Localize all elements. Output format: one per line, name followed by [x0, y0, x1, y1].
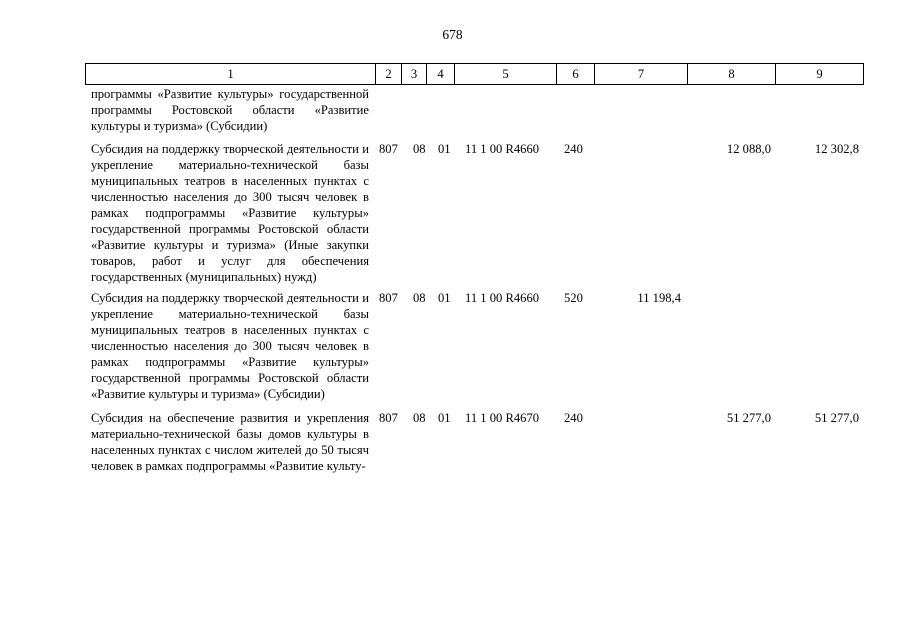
row-code-expense: 240 [564, 142, 583, 156]
row-code-target: 11 1 00 R4660 [465, 291, 540, 305]
header-col-2: 2 [375, 64, 401, 84]
row-code-section: 08 [413, 411, 426, 425]
header-col-1: 1 [85, 64, 375, 84]
row-code-section: 08 [413, 142, 426, 156]
row-code-section: 08 [413, 291, 426, 305]
table-body [85, 86, 865, 474]
table-header [85, 63, 864, 85]
table-row [85, 86, 865, 134]
row-code-admin: 807 [379, 411, 398, 425]
row-description: Субсидия на поддержку творческой деятельности и укрепление материально-технической базы муниципальных театров в населенных пунктах с численностью населения до 300 тысяч человек в рамках подпрограммы «Развитие культуры» государственной программы Ростовской области «Развитие культуры и туризма» (Субсидии) [91, 291, 369, 401]
row-code-expense: 240 [564, 411, 583, 425]
row-code-subsection: 01 [438, 411, 451, 425]
row-code-admin: 807 [379, 142, 398, 156]
row-code-subsection: 01 [438, 142, 451, 156]
table-row [85, 141, 865, 285]
row-amount-col8: 51 277,0 [726, 411, 771, 425]
row-amount-col9: 51 277,0 [814, 411, 859, 425]
row-code-subsection: 01 [438, 291, 451, 305]
row-code-admin: 807 [379, 291, 398, 305]
header-col-4: 4 [426, 64, 454, 84]
header-col-7: 7 [594, 64, 687, 84]
row-code-target: 11 1 00 R4670 [465, 411, 540, 425]
page-number: 678 [442, 27, 463, 42]
header-col-8: 8 [687, 64, 775, 84]
row-amount-col8: 12 088,0 [726, 142, 771, 156]
header-col-3: 3 [401, 64, 426, 84]
header-col-9: 9 [775, 64, 864, 84]
table-row [85, 410, 865, 474]
row-description: Субсидия на обеспечение развития и укрепления материально-технической базы домов культуры в населенных пунктах с числом жителей до 50 тысяч человек в рамках подпрограммы «Развитие культу- [91, 411, 369, 473]
row-description: программы «Развитие культуры» государственной программы Ростовской области «Развитие культуры и туризма» (Субсидии) [91, 87, 369, 133]
header-col-6: 6 [556, 64, 594, 84]
row-description: Субсидия на поддержку творческой деятельности и укрепление материально-технической базы муниципальных театров в населенных пунктах с численностью населения до 300 тысяч человек в рамках подпрограммы «Развитие культуры» государственной программы Ростовской области «Развитие культуры и туризма» (Иные закупки товаров, работ и услуг для обеспечения государственных (муниципальных) нужд) [91, 142, 369, 284]
row-amount-col9: 12 302,8 [814, 142, 859, 156]
row-amount-col7: 11 198,4 [637, 291, 681, 305]
header-col-5: 5 [454, 64, 556, 84]
row-code-expense: 520 [564, 291, 583, 305]
row-code-target: 11 1 00 R4660 [465, 142, 540, 156]
table-row [85, 290, 865, 402]
